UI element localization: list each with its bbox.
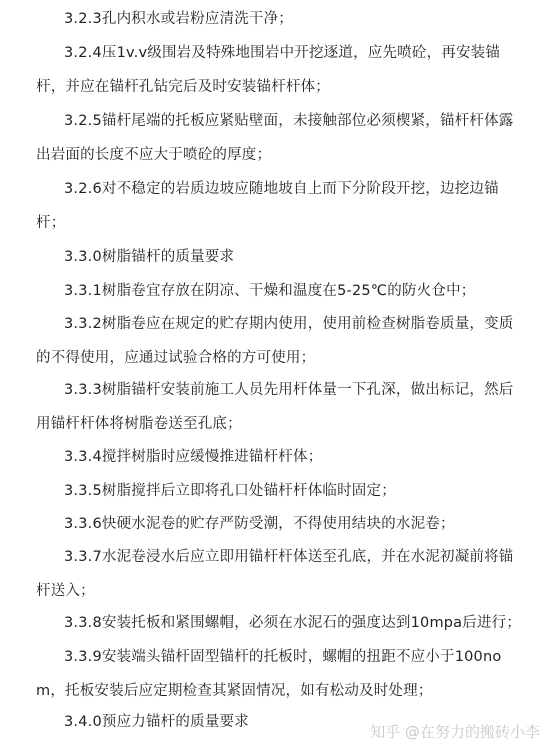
paragraph-3-3-8: 3.3.8安装托板和紧围螺帽，必须在水泥石的强度达到10mpa后进行； [64,615,522,631]
paragraph-3-3-0: 3.3.0树脂锚杆的质量要求 [64,249,235,265]
paragraph-3-2-4: 3.2.4压1v.v级围岩及特殊地围岩中开挖逐道，应先喷砼，再安装锚杆，并应在锚杆孔钻完后及时安装锚杆杆体； [36,45,501,95]
paragraph-3-3-1: 3.3.1树脂卷宜存放在阴凉、干燥和温度在5-25℃的防火仓中； [64,283,476,299]
paragraph-3-3-5: 3.3.5树脂搅拌后立即将孔口处锚杆杆体临时固定； [64,483,396,499]
paragraph-3-4-0: 3.4.0预应力锚杆的质量要求 [64,714,249,730]
paragraph-3-2-6: 3.2.6对不稳定的岩质边坡应随地坡自上而下分阶段开挖，边挖边锚杆； [36,181,499,231]
paragraph-3-3-3: 3.3.3树脂锚杆安装前施工人员先用杆体量一下孔深，做出标记，然后用锚杆杆体将树脂卷送至孔底； [36,382,514,432]
paragraph-3-3-4: 3.3.4搅拌树脂时应缓慢推进锚杆杆体； [64,449,323,465]
paragraph-3-3-2: 3.3.2树脂卷应在规定的贮存期内使用，使用前检查树脂卷质量，变质的不得使用，应通过试验合格的方可使用； [36,316,514,366]
paragraph-3-3-9: 3.3.9安装端头锚杆固型锚杆的托板时，螺帽的扭距不应小于100nom，托板安装后应定期检查其紧固情况，如有松动及时处理； [36,649,502,699]
paragraph-3-3-7: 3.3.7水泥卷浸水后应立即用锚杆杆体送至孔底，并在水泥初凝前将锚杆送入； [36,549,514,599]
watermark-text: 知乎 @在努力的搬砖小李 [370,723,540,741]
paragraph-3-2-3: 3.2.3孔内积水或岩粉应清洗干净； [64,11,293,27]
paragraph-3-3-6: 3.3.6快硬水泥卷的贮存严防受潮，不得使用结块的水泥卷； [64,516,455,532]
paragraph-3-2-5: 3.2.5锚杆尾端的托板应紧贴壁面，未接触部位必须楔紧，锚杆杆体露出岩面的长度不应大于喷砼的厚度； [36,113,514,163]
